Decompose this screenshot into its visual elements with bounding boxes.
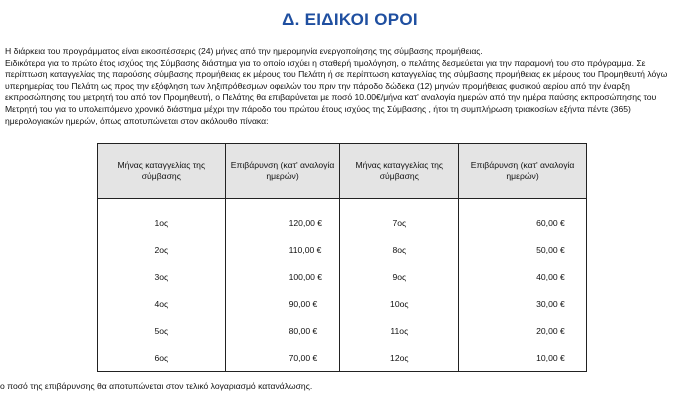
section-title: Δ. ΕΙΔΙΚΟΙ ΟΡΟΙ: [282, 10, 418, 29]
paragraph-line: Μετρητή του για το υπολειπόμενο χρονικό διάστημα μέχρι την πάροδο του πρώτου έτους ισχύος της Σύμβασης , ήτοι τη συμπλήρωση τριακοσίων εξήντα πέντε (365): [5, 103, 631, 114]
month-cell: 5ος: [98, 317, 226, 344]
month-cell: 9ος: [340, 263, 459, 290]
charge-cell: 10,00 €: [459, 344, 587, 372]
paragraph-line: εκπροσώπησης του μετρητή του από τον Προμηθευτή, ο Πελάτης θα επιβαρύνεται με ποσό 10.00€/μήνα κατ' αναλογία ημερών από την ημέρα παύσης εκπροσώπησης του: [5, 92, 657, 103]
charge-cell: 60,00 €: [459, 199, 587, 237]
header-charge-1: Επιβάρυνση (κατ' αναλογία ημερών): [225, 144, 340, 199]
month-cell: 12ος: [340, 344, 459, 372]
month-cell: 1ος: [98, 199, 226, 237]
charge-cell: 110,00 €: [225, 236, 340, 263]
month-cell: 10ος: [340, 290, 459, 317]
charge-cell: 80,00 €: [225, 317, 340, 344]
terms-paragraph: [5, 46, 693, 127]
month-cell: 7ος: [340, 199, 459, 237]
footnote: ο ποσό της επιβάρυνσης θα αποτυπώνεται στον τελικό λογαριασμό κατανάλωσης.: [0, 381, 313, 391]
header-charge-2: Επιβάρυνση (κατ' αναλογία ημερών): [459, 144, 587, 199]
charge-cell: 90,00 €: [225, 290, 340, 317]
month-cell: 2ος: [98, 236, 226, 263]
charge-cell: 120,00 €: [225, 199, 340, 237]
table-row: [98, 344, 587, 372]
header-month-1: Μήνας καταγγελίας της σύμβασης: [98, 144, 226, 199]
table-row: [98, 263, 587, 290]
month-cell: 8ος: [340, 236, 459, 263]
penalty-table: [97, 143, 587, 372]
month-cell: 11ος: [340, 317, 459, 344]
charge-cell: 70,00 €: [225, 344, 340, 372]
paragraph-line: ημερολογιακών ημερών, όπως αποτυπώνεται στον ακόλουθο πίνακα:: [5, 115, 269, 126]
paragraph-line: Η διάρκεια του προγράμματος είναι εικοσιτέσσερις (24) μήνες από την ημερομηνία ενεργοποίησης της σύμβασης προμήθειας.: [5, 46, 483, 56]
charge-cell: 40,00 €: [459, 263, 587, 290]
table-row: [98, 290, 587, 317]
month-cell: 6ος: [98, 344, 226, 372]
header-month-2: Μήνας καταγγελίας της σύμβασης: [340, 144, 459, 199]
charge-cell: 30,00 €: [459, 290, 587, 317]
table-header-row: [98, 144, 587, 199]
paragraph-line: υπερημερίας του Πελάτη ως προς την εξόφληση των ληξιπρόθεσμων οφειλών του πριν την πάροδο δώδεκα (12) μηνών προμήθειας φυσικού αερίου από την έναρξη: [5, 80, 630, 91]
table-row: [98, 236, 587, 263]
charge-cell: 20,00 €: [459, 317, 587, 344]
month-cell: 4ος: [98, 290, 226, 317]
charge-cell: 50,00 €: [459, 236, 587, 263]
paragraph-line: περίπτωση καταγγελίας της παρούσης σύμβασης προμήθειας εκ μέρους του Πελάτη ή σε περίπτωση καταγγελίας της σύμβασης προμήθειας εκ μέρους του Προμηθευτή λόγω: [5, 69, 668, 80]
table-row: [98, 317, 587, 344]
table-row: [98, 199, 587, 237]
month-cell: 3ος: [98, 263, 226, 290]
paragraph-line: Ειδικότερα για το πρώτο έτος ισχύος της Σύμβασης διάστημα για το οποίο ισχύει η σταθερή τιμολόγηση, ο πελάτης δεσμεύεται για την παραμονή του στο πρόγραμμα. Σε: [5, 57, 646, 68]
charge-cell: 100,00 €: [225, 263, 340, 290]
